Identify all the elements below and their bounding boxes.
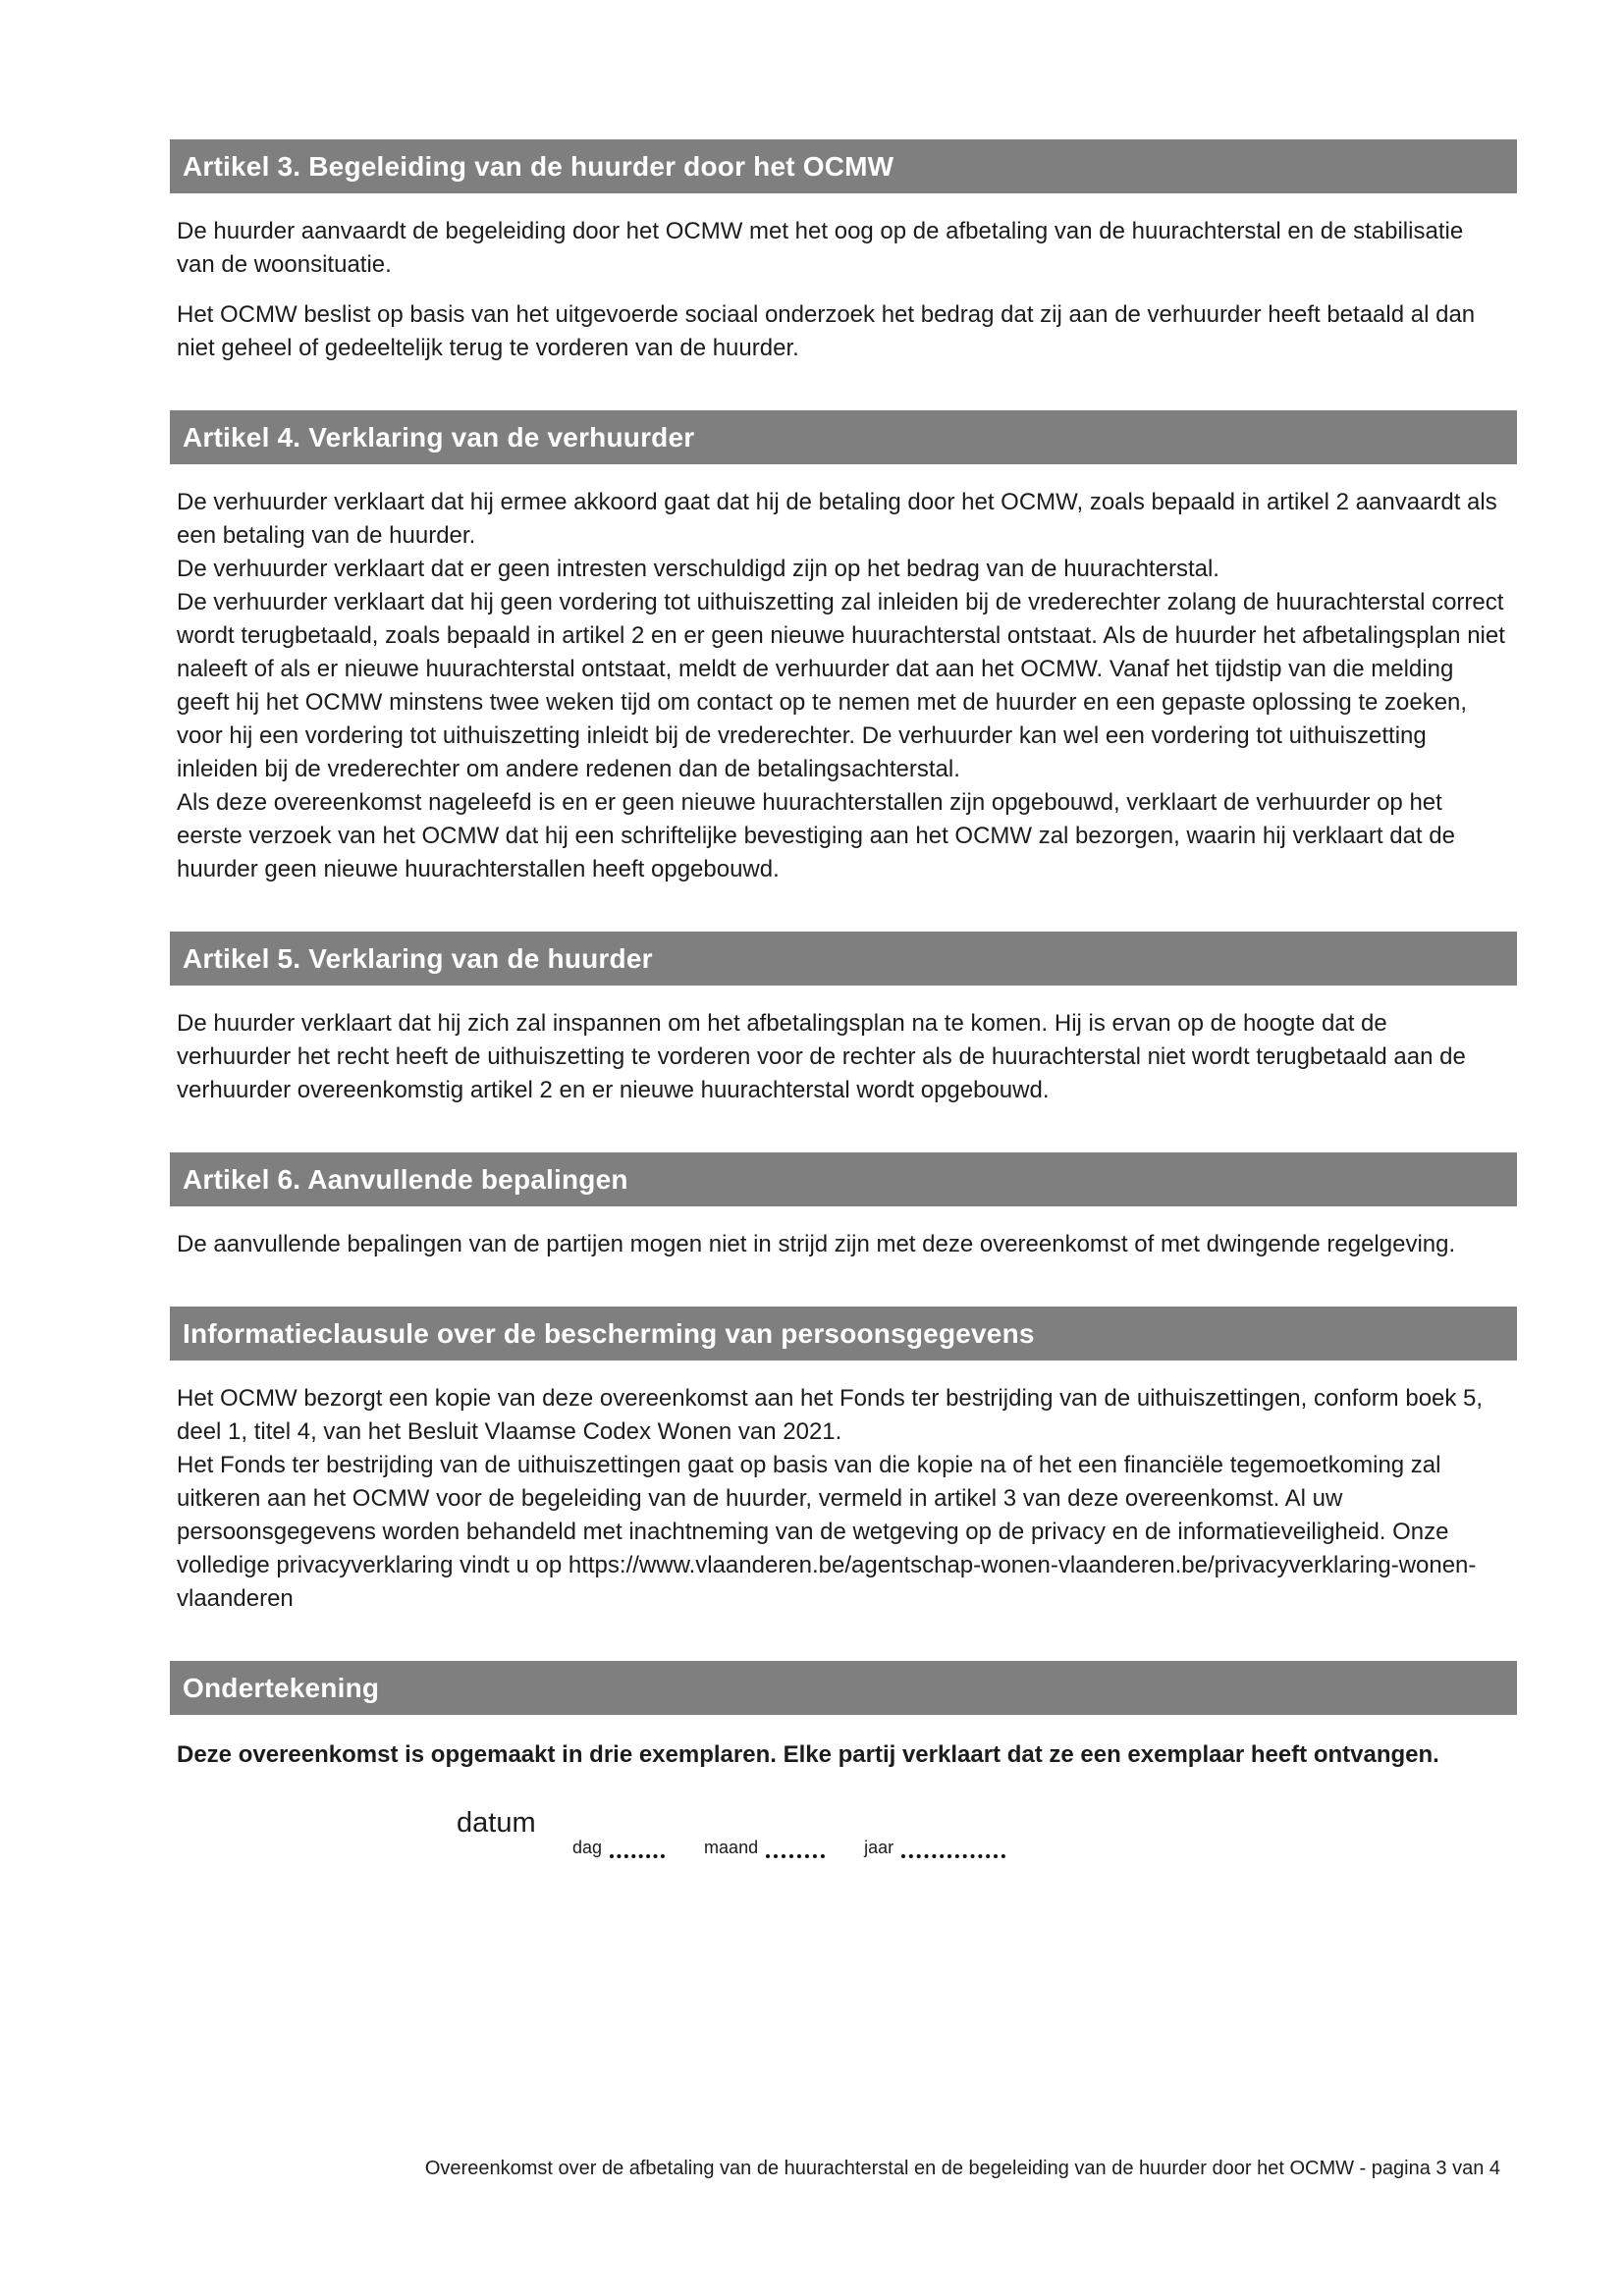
signature-statement: Deze overeenkomst is opgemaakt in drie exemplaren. Elke partij verklaart dat ze een exemplaar heeft ontvangen. [177,1741,1439,1768]
paragraph: Het OCMW bezorgt een kopie van deze overeenkomst aan het Fonds ter bestrijding van de uithuiszettingen, conform boek 5, deel 1, titel 4, van het Besluit Vlaamse Codex Wonen van 2021. [177,1385,1484,1445]
section-body [177,215,1507,365]
paragraph: De huurder aanvaardt de begeleiding door het OCMW met het oog op de afbetaling van de huurachterstal en de stabilisatie van de woonsituatie. [177,218,1464,278]
section-ondertekening [170,1661,1517,1896]
section-body [177,1228,1507,1261]
document-section [170,1307,1517,1616]
section-title-bar: Informatieclausule over de bescherming van persoonsgegevens [170,1307,1517,1361]
section-title-bar: Artikel 6. Aanvullende bepalingen [170,1152,1517,1206]
paragraph: Als deze overeenkomst nageleefd is en er geen nieuwe huurachterstallen zijn opgebouwd, verklaart de verhuurder op het eerste verzoek van het OCMW dat hij een schriftelijke bevestiging aan het OCMW zal bezorgen, waarin hij verklaart dat de huurder geen nieuwe huurachterstallen heeft opgebouwd. [177,789,1455,882]
section-title-bar: Artikel 3. Begeleiding van de huurder door het OCMW [170,139,1517,193]
date-block [170,1807,1517,1896]
month-label: maand [704,1838,759,1857]
year-fill-line [901,1854,1005,1858]
paragraph: De verhuurder verklaart dat er geen intresten verschuldigd zijn op het bedrag van de huurachterstal. [177,556,1219,582]
section-title-bar-ondertekening: Ondertekening [170,1661,1517,1715]
year-label: jaar [864,1838,894,1857]
document-content [170,139,1517,1896]
date-fields-row [572,1838,1005,1858]
section-body [177,1007,1507,1107]
paragraph: De aanvullende bepalingen van de partijen mogen niet in strijd zijn met deze overeenkomst of met dwingende regelgeving. [177,1231,1456,1257]
paragraph: De verhuurder verklaart dat hij geen vordering tot uithuiszetting zal inleiden bij de vrederechter zolang de huurachterstal correct wordt terugbetaald, zoals bepaald in artikel 2 en er geen nieuwe huurachterstal ontstaat. Als de huurder het afbetalingsplan niet naleeft of als er nieuwe huurachterstal ontstaat, meldt de verhuurder dat aan het OCMW. Vanaf het tijdstip van die melding geeft hij het OCMW minstens twee weken tijd om contact op te nemen met de huurder en een gepaste oplossing te zoeken, voor hij een vordering tot uithuiszetting inleidt bij de vrederechter. De verhuurder kan wel een vordering tot uithuiszetting inleiden bij de vrederechter om andere redenen dan de betalingsachterstal. [177,589,1505,782]
document-section [170,932,1517,1107]
section-body [177,1382,1507,1616]
sections [170,139,1517,1616]
document-section [170,410,1517,886]
date-label: datum [457,1807,536,1839]
document-section [170,1152,1517,1261]
paragraph: De verhuurder verklaart dat hij ermee akkoord gaat dat hij de betaling door het OCMW, zoals bepaald in artikel 2 aanvaardt als een betaling van de huurder. [177,489,1497,549]
section-title-bar: Artikel 5. Verklaring van de huurder [170,932,1517,986]
page-footer: Overeenkomst over de afbetaling van de huurachterstal en de begeleiding van de huurder door het OCMW - pagina 3 van 4 [424,2158,1500,2179]
day-fill-line [610,1854,665,1858]
paragraph: Het Fonds ter bestrijding van de uithuiszettingen gaat op basis van die kopie na of het een financiële tegemoetkoming zal uitkeren aan het OCMW voor de begeleiding van de huurder, vermeld in artikel 3 van deze overeenkomst. Al uw persoonsgegevens worden behandeld met inachtneming van de wetgeving op de privacy en de informatieveiligheid. Onze volledige privacyverklaring vindt u op https://www.vlaanderen.be/agentschap-wonen-vlaanderen.be/privacyverklaring-wonen-vlaanderen [177,1452,1477,1612]
month-fill-line [766,1854,825,1858]
paragraph: De huurder verklaart dat hij zich zal inspannen om het afbetalingsplan na te komen. Hij is ervan op de hoogte dat de verhuurder het recht heeft de uithuiszetting te vorderen voor de rechter als de huurachterstal niet wordt terugbetaald aan de verhuurder overeenkomstig artikel 2 en er nieuwe huurachterstal wordt opgebouwd. [177,1010,1466,1103]
section-title-bar: Artikel 4. Verklaring van de verhuurder [170,410,1517,464]
paragraph: Het OCMW beslist op basis van het uitgevoerde sociaal onderzoek het bedrag dat zij aan de verhuurder heeft betaald al dan niet geheel of gedeeltelijk terug te vorderen van de huurder. [177,301,1476,361]
section-body [177,486,1507,886]
document-section [170,139,1517,365]
day-label: dag [572,1838,603,1857]
